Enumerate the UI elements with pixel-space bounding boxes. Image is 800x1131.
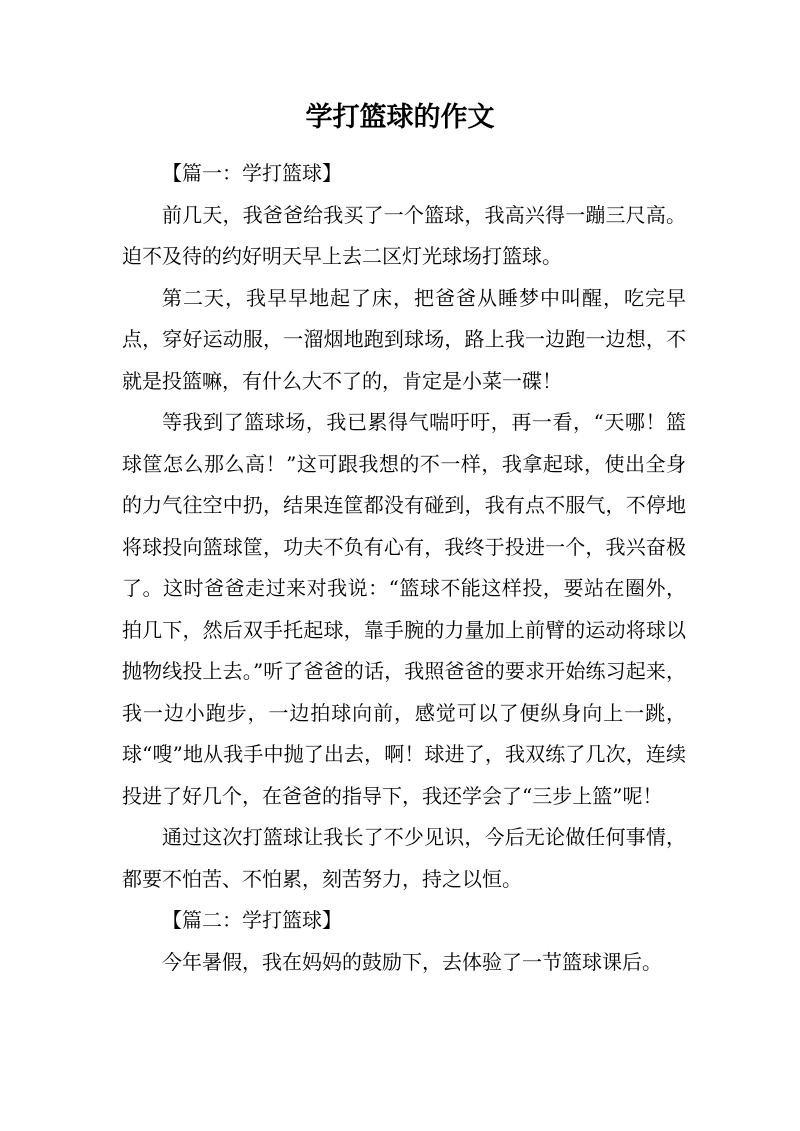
- paragraph: 今年暑假，我在妈妈的鼓励下，去体验了一节篮球课后。: [162, 949, 662, 974]
- section-heading: 【篇一：学打篮球】: [162, 161, 342, 185]
- document-title: 学打篮球的作文: [305, 102, 495, 133]
- paragraph: 第二天，我早早地起了床，把爸爸从睡梦中叫醒，吃完早点，穿好运动服，一溜烟地跑到球场，路上我一边跑一边想，不就是投篮嘛，有什么大不了的，肯定是小菜一碟！: [122, 285, 686, 393]
- paragraph: 等我到了篮球场，我已累得气喘吁吁，再一看，“天哪！篮球筐怎么那么高！”这可跟我想的不一样，我拿起球，使出全身的力气往空中扔，结果连筐都没有碰到，我有点不服气，不停地将球投向篮球筐，功夫不负有心有，我终于投进一个，我兴奋极了。这时爸爸走过来对我说：“篮球不能这样投，要站在圈外，拍几下，然后双手托起球，靠手腕的力量加上前臂的运动将球以抛物线投上去。”听了爸爸的话，我照爸爸的要求开始练习起来，我一边小跑步，一边拍球向前，感觉可以了便纵身向上一跳，球“嗖”地从我手中抛了出去，啊！球进了，我双练了几次，连续投进了好几个，在爸爸的指导下，我还学会了“三步上篮”呢！: [122, 410, 686, 808]
- document-body: [122, 153, 686, 983]
- section-heading: 【篇二：学打篮球】: [162, 908, 342, 932]
- paragraph: 前几天，我爸爸给我买了一个篮球，我高兴得一蹦三尺高。迫不及待的约好明天早上去二区灯光球场打篮球。: [122, 202, 686, 268]
- paragraph: 通过这次打篮球让我长了不少见识，今后无论做任何事情，都要不怕苦、不怕累，刻苦努力，持之以恒。: [122, 825, 686, 891]
